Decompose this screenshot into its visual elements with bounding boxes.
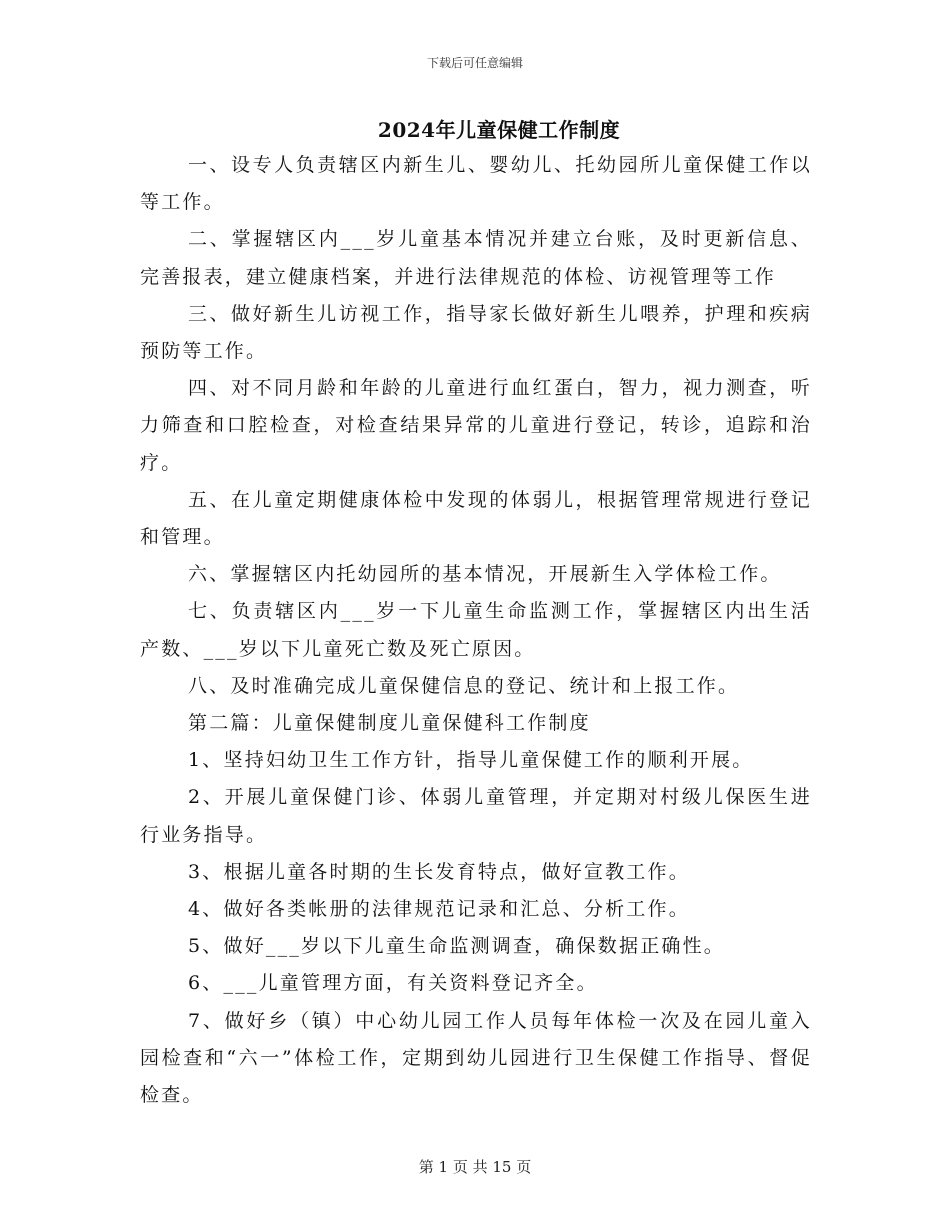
paragraph-8: 八、及时准确完成儿童保健信息的登记、统计和上报工作。 bbox=[188, 674, 740, 697]
paragraph-3: 三、做好新生儿访视工作，指导家长做好新生儿喂养，护理和疾病预防等工作。 bbox=[140, 302, 812, 363]
page-header-note: 下载后可任意编辑 bbox=[426, 56, 523, 70]
paragraph-1: 一、设专人负责辖区内新生儿、婴幼儿、托幼园所儿童保健工作以等工作。 bbox=[140, 154, 812, 214]
paragraph-7: 七、负责辖区内___岁一下儿童生命监测工作，掌握辖区内出生活产数、___岁以下儿童死亡数及死亡原因。 bbox=[140, 600, 812, 660]
paragraph-13: 5、做好___岁以下儿童生命监测调查，确保数据正确性。 bbox=[188, 935, 725, 958]
document-title: 2024年儿童保健工作制度 bbox=[377, 118, 621, 142]
paragraph-6: 六、掌握辖区内托幼园所的基本情况，开展新生入学体检工作。 bbox=[188, 563, 782, 586]
paragraph-4: 四、对不同月龄和年龄的儿童进行血红蛋白，智力，视力测查，听力筛查和口腔检查，对检查结果异常的儿童进行登记，转诊，追踪和治疗。 bbox=[140, 377, 812, 474]
page-number: 第 1 页 共 15 页 bbox=[418, 1158, 532, 1176]
paragraph-14: 6、___儿童管理方面，有关资料登记齐全。 bbox=[188, 972, 598, 995]
paragraph-11: 3、根据儿童各时期的生长发育特点，做好宣教工作。 bbox=[188, 860, 690, 883]
paragraph-2: 二、掌握辖区内___岁儿童基本情况并建立台账，及时更新信息、完善报表，建立健康档案，并进行法律规范的体检、访视管理等工作 bbox=[140, 228, 812, 288]
section-heading-second: 第二篇：儿童保健制度儿童保健科工作制度 bbox=[188, 712, 591, 735]
paragraph-5: 五、在儿童定期健康体检中发现的体弱儿，根据管理常规进行登记和管理。 bbox=[140, 488, 812, 549]
paragraph-10: 2、开展儿童保健门诊、体弱儿童管理，并定期对村级儿保医生进行业务指导。 bbox=[140, 786, 812, 846]
paragraph-12: 4、做好各类帐册的法律规范记录和汇总、分析工作。 bbox=[188, 898, 690, 921]
paragraph-9: 1、坚持妇幼卫生工作方针，指导儿童保健工作的顺利开展。 bbox=[188, 749, 754, 772]
paragraph-15: 7、做好乡（镇）中心幼儿园工作人员每年体检一次及在园儿童入园检查和“六一”体检工作，定期到幼儿园进行卫生保健工作指导、督促检查。 bbox=[140, 1009, 812, 1107]
document-body bbox=[140, 147, 812, 1114]
